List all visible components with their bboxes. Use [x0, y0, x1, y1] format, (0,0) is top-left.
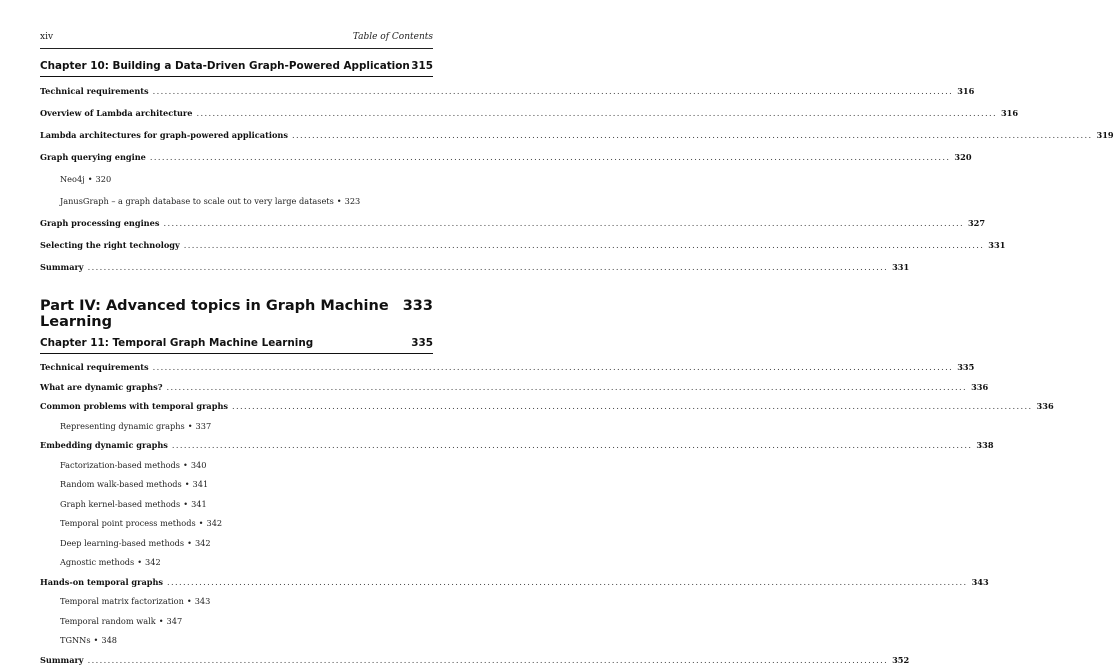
part-4-heading[interactable] [40, 298, 433, 330]
toc-subentry[interactable]: Neo4j • 320 [60, 174, 112, 184]
entry-label: What are dynamic graphs? [40, 381, 163, 392]
entry-page: 316 [1000, 108, 1019, 118]
part-title: Part IV: Advanced topics in Graph Machine Learning [40, 298, 389, 330]
chapter-rule [40, 353, 433, 354]
toc-subentry[interactable]: Random walk-based methods • 341 [60, 479, 209, 489]
page-number: xiv [40, 32, 54, 42]
part-page: 333 [402, 298, 433, 314]
toc-subentry[interactable]: JanusGraph – a graph database to scale out to very large datasets • 323 [60, 196, 361, 206]
chapter-11-heading[interactable] [40, 337, 433, 349]
toc-subentry[interactable]: Deep learning-based methods • 342 [60, 537, 211, 548]
entry-label: Lambda architectures for graph-powered applications [40, 130, 288, 140]
leader-dots [88, 262, 889, 272]
entry-page: 331 [988, 240, 1006, 250]
entry-label: Summary [40, 262, 84, 272]
entry-page: 320 [954, 152, 972, 162]
leader-dots [292, 130, 1093, 140]
leader-dots [88, 655, 889, 665]
entry-label: Common problems with temporal graphs [40, 401, 229, 411]
toc-entry[interactable] [40, 86, 975, 96]
toc-entry[interactable] [40, 654, 910, 665]
leader-dots [153, 86, 954, 96]
entry-page: 327 [967, 218, 986, 228]
toc-subentry[interactable]: Temporal point process methods • 342 [60, 518, 223, 528]
toc-entry[interactable] [40, 440, 994, 450]
chapter-rule [40, 76, 433, 77]
entry-label: Selecting the right technology [40, 240, 180, 250]
toc-entry[interactable] [40, 152, 972, 162]
leader-dots [150, 152, 951, 162]
toc-entry[interactable] [40, 576, 989, 587]
entry-page: 336 [971, 381, 989, 392]
chapter-title: Chapter 11: Temporal Graph Machine Learning [40, 337, 314, 349]
entry-page: 331 [892, 262, 910, 272]
toc-entry[interactable] [40, 262, 910, 272]
entry-label: Graph processing engines [40, 218, 160, 228]
chapter-page: 335 [411, 337, 433, 349]
toc-entry[interactable] [40, 108, 1019, 118]
chapter-page: 315 [411, 60, 433, 72]
entry-page: 319 [1096, 130, 1114, 140]
leader-dots [167, 382, 968, 392]
leader-dots [163, 218, 964, 228]
toc-entry[interactable] [40, 362, 975, 372]
toc-entry[interactable] [40, 401, 1054, 411]
leader-dots [172, 440, 973, 450]
chapter-title: Chapter 10: Building a Data-Driven Graph-Powered Application [40, 60, 410, 72]
leader-dots [167, 577, 968, 587]
toc-subentry[interactable]: Temporal matrix factorization • 343 [60, 596, 211, 606]
toc-subentry[interactable]: Factorization-based methods • 340 [60, 459, 207, 470]
leader-dots [232, 401, 1033, 411]
entry-label: Technical requirements [40, 362, 149, 372]
toc-subentry[interactable]: Representing dynamic graphs • 337 [60, 420, 212, 431]
entry-label: Summary [40, 654, 84, 665]
running-head [40, 32, 433, 42]
toc-subentry[interactable]: Graph kernel-based methods • 341 [60, 498, 207, 509]
entry-label: Embedding dynamic graphs [40, 440, 168, 450]
toc-subentry[interactable]: Agnostic methods • 342 [60, 557, 161, 567]
running-head-rule [40, 48, 433, 49]
entry-label: Overview of Lambda architecture [40, 108, 193, 118]
entry-page: 338 [976, 440, 994, 450]
toc-entry[interactable] [40, 218, 986, 228]
entry-label: Technical requirements [40, 86, 149, 96]
entry-label: Graph querying engine [40, 152, 146, 162]
toc-entry[interactable] [40, 381, 989, 392]
entry-label: Hands-on temporal graphs [40, 576, 164, 587]
toc-entry[interactable] [40, 130, 1114, 140]
toc-subentry[interactable]: Temporal random walk • 347 [60, 615, 183, 626]
toc-subentry[interactable]: TGNNs • 348 [60, 635, 118, 645]
entry-page: 316 [957, 86, 975, 96]
leader-dots [153, 362, 954, 372]
leader-dots [184, 240, 985, 250]
running-title: Table of Contents [352, 32, 433, 42]
leader-dots [196, 108, 997, 118]
entry-page: 336 [1036, 401, 1054, 411]
entry-page: 335 [957, 362, 975, 372]
entry-page: 352 [892, 654, 910, 665]
entry-page: 343 [971, 576, 989, 587]
chapter-10-heading[interactable] [40, 60, 433, 72]
toc-entry[interactable] [40, 240, 1006, 250]
